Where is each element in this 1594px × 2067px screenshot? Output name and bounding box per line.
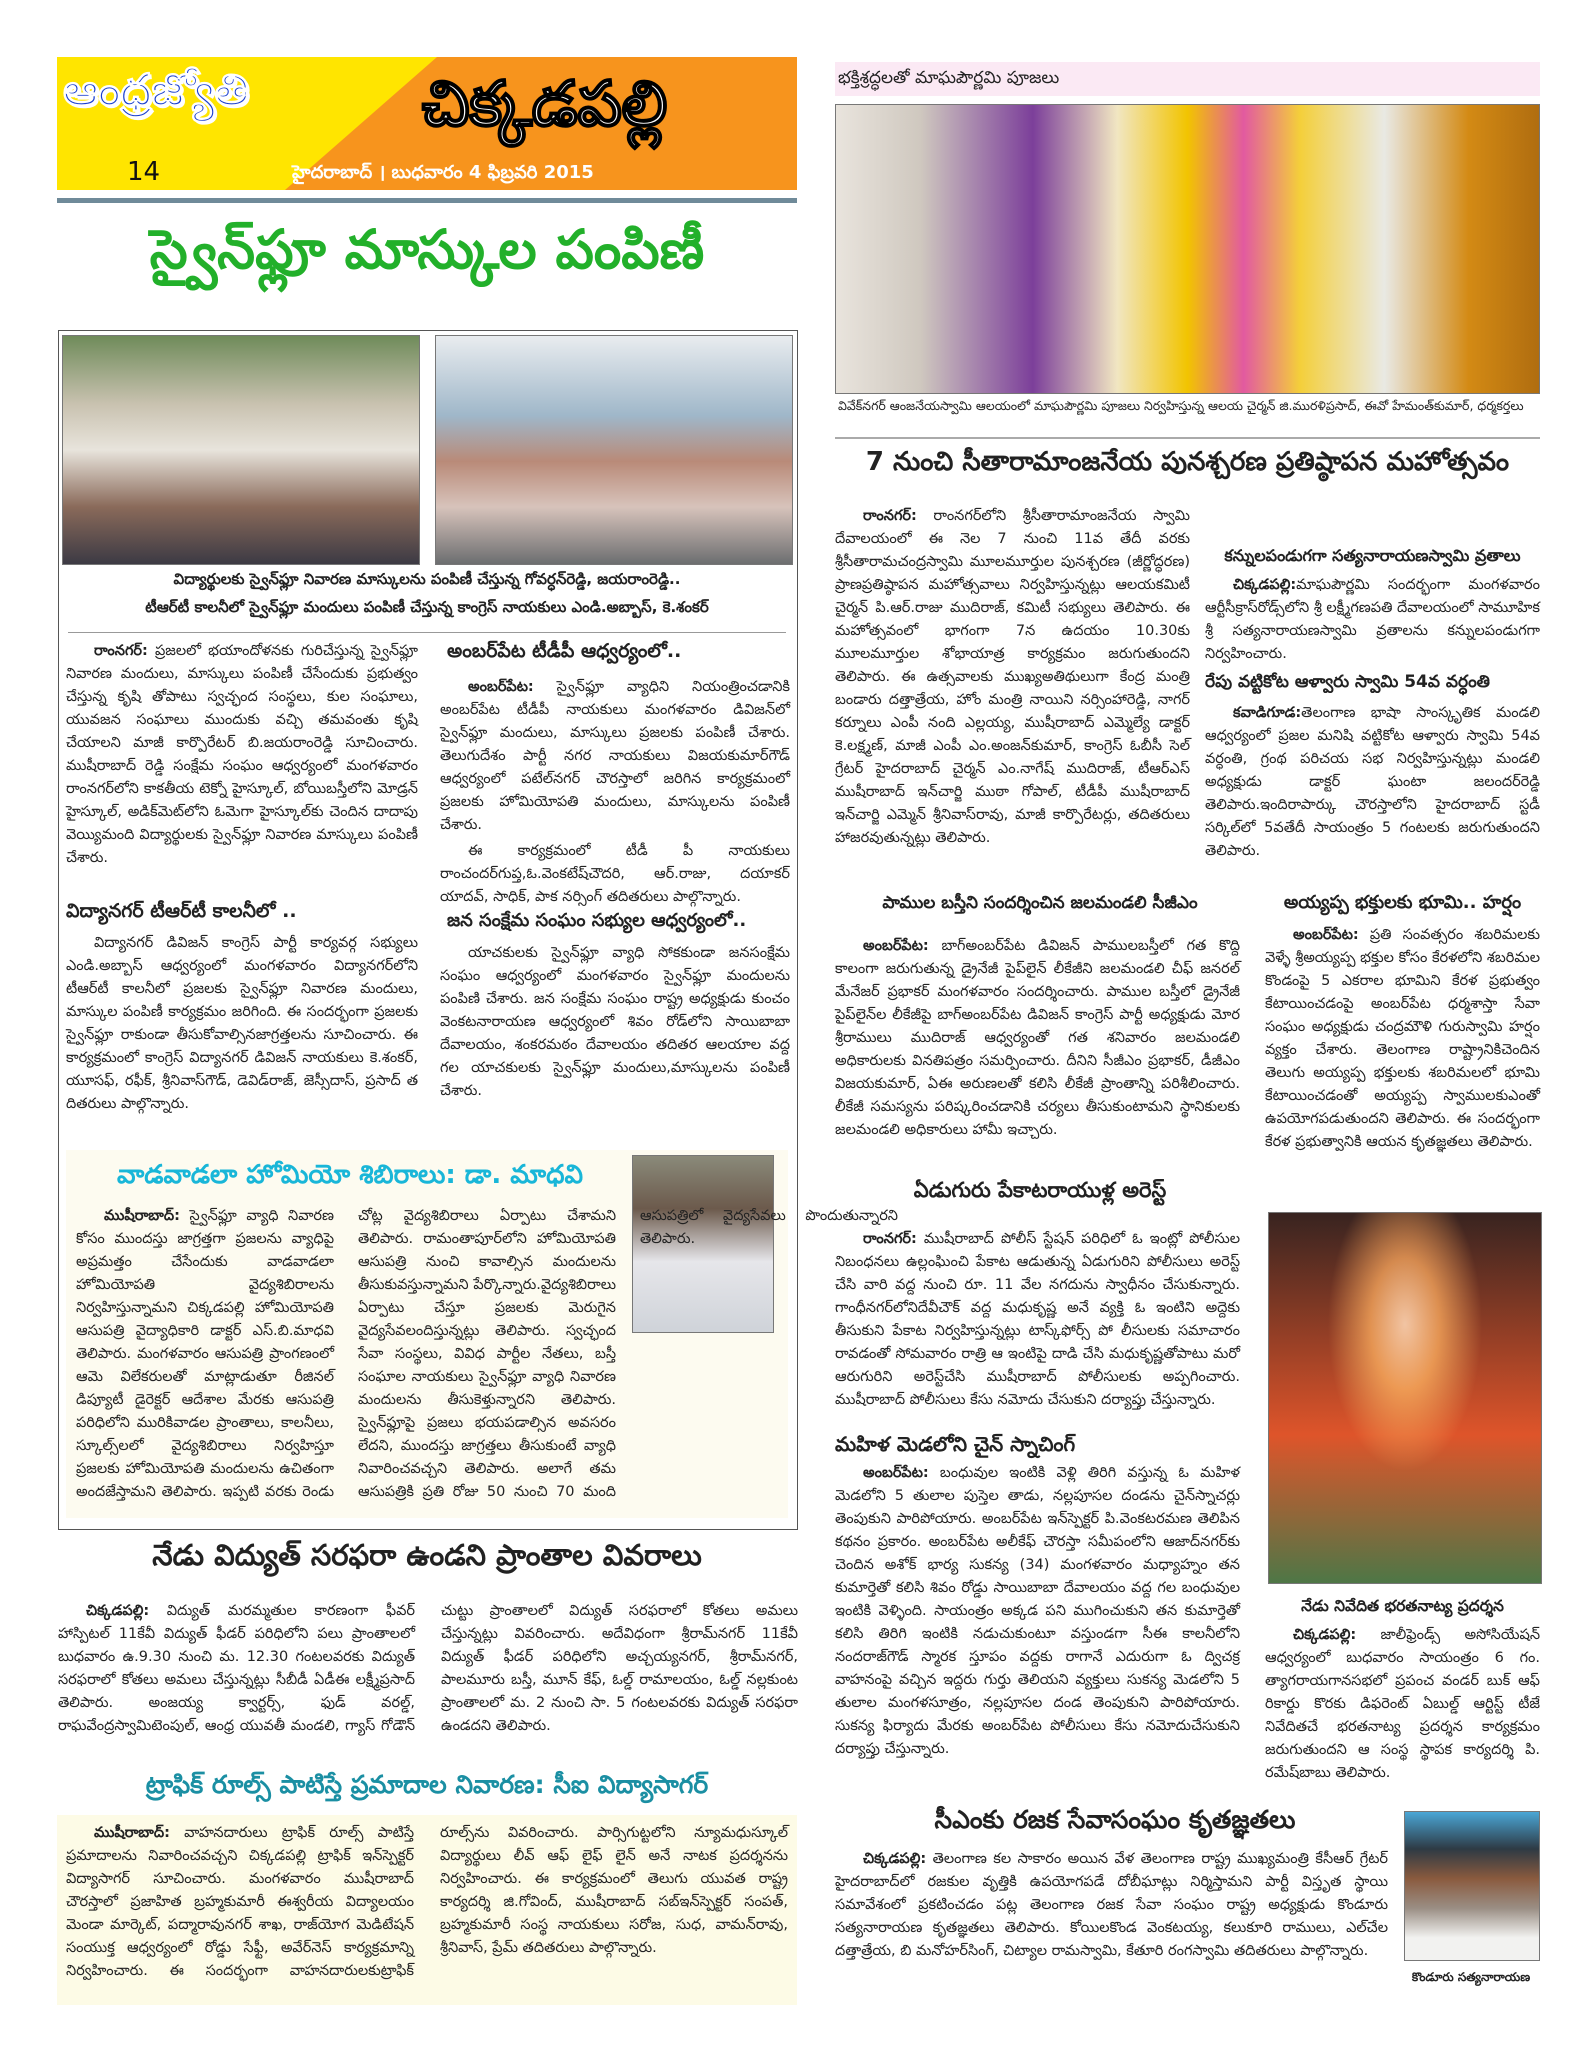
power-headline: నేడు విద్యుత్ సరఫరా ఉండని ప్రాంతాల వివరాలు xyxy=(152,1538,702,1572)
rajaka-body-text: తెలంగాణ కల సాకారం అయిన వేళ తెలంగాణ రాష్ట్ర ముఖ్యమంత్రి కేసీఆర్ గ్రేటర్ హైదరాబాద్‌లో రజకుల వృత్తికి ఉపయోగపడే దోబీఘాట్లు నిర్మిస్తామని పార్టీ విస్తృత స్థాయి సమావేశంలో ప్రకటించడం పట్ల తెలంగాణ రజక సేవా సంఘం రాష్ట్ర అధ్యక్షుడు కొండూరు సత్యనారాయణ కృతజ్ఞతలు తెలిపారు. కోయిలకొండ వెంకటయ్య, కలుకూరి రాములు, ఎల్‌చేల దత్తాత్రేయ, బి మనోహర్‌సింగ్, చిట్యాల రామస్వామి, కేతూరి రంగస్వామి తదితరులు పాల్గొన్నారు. xyxy=(835,1851,1388,1959)
lead-caption-1: విద్యార్థులకు స్వైన్‌ఫ్లూ నివారణ మాస్కులను పంపిణీ చేస్తున్న గోవర్ధన్‌రెడ్డి, జయరాంరెడ్డి.. xyxy=(173,570,681,588)
lead-photo-students xyxy=(62,335,420,565)
arrest-body xyxy=(835,1228,1240,1412)
homeo-dateline: ముషీరాబాద్: xyxy=(104,1208,180,1224)
ayyappa-headline: అయ్యప్ప భక్తులకు భూమి.. హర్షం xyxy=(1283,892,1522,913)
lead-body-text: ప్రజలలో భయాందోళనకు గురిచేస్తున్న స్వైన్‌ఫ్లూ నివారణ మందులు, మాస్కులు పంపిణీ చేసేందుకు ప్రభుత్వం చేస్తున్న కృషి తోపాటు స్వచ్ఛంద సంస్థలు, కుల సంఘాలు, యువజన సంఘాలు ముందుకు వచ్చి తమవంతు కృషి చేయాలని మాజీ కార్పొరేటర్ బి.జయరాంరెడ్డి సూచించారు. ముషీరాబాద్ రెడ్డి సంక్షేమ సంఘం ఆధ్వర్యంలో మంగళవారం రాంనగర్‌లోని కాకతీయ టెక్నో హైస్కూల్, బోయిబస్తీలోని మోడ్రన్ హైస్కూల్, అడిక్‌మెట్‌లోని ఓమెగా హైస్కూల్‌కు చెందిన దాదాపు వెయ్యిమంది విద్యార్థులకు స్వైన్‌ఫ్లూ నివారణ మాస్కులు పంపిణీ చేశారు. xyxy=(66,643,419,866)
divider xyxy=(68,632,786,633)
power-dateline: చిక్కడపల్లి: xyxy=(86,1603,150,1619)
kondur-satyanarayana-photo xyxy=(1404,1811,1540,1961)
arrest-dateline: రాంనగర్: xyxy=(863,1231,917,1247)
puja-kicker: భక్తిశ్రద్ధలతో మాఘపౌర్ణమి పూజలు xyxy=(838,68,1060,88)
pamula-body-text: బాగ్‌అంబర్‌పేట డివిజన్ పాములబస్తీలో గత కొద్ది కాలంగా జరుగుతున్న డ్రైనేజీ పైప్‌లైన్ లీకేజీని జలమండలి చీఫ్ జనరల్ మేనేజర్ ప్రభాకర్ మంగళవారం సందర్శించారు. పాముల బస్తీలో డ్రైనేజీ పైప్‌లైన్‌ల లీకేజీపై బాగ్‌అంబర్‌పేట డివిజన్ కాంగ్రెస్ పార్టీ అధ్యక్షుడు మోర శ్రీరాములు ముదిరాజ్ ఆధ్వర్యంతో గత శనివారం జలమండలి అధికారులకు వినతిపత్రం సమర్పించారు. దీనిని సీజీఎం ప్రభాకర్, డీజీఎం విజయకుమార్, ఏఈ అరుణలతో కలిసి లీకేజీ ప్రాంతాన్ని పరిశీలించారు. లీకేజీ సమస్యను పరిష్కరించడానికి చర్యలు తీసుకుంటామని స్థానికులకు జలమండలి అధికారులు హామీ ఇచ్చారు. xyxy=(835,938,1240,1138)
sub2-dateline: అంబర్‌పేట: xyxy=(468,679,534,695)
traffic-dateline: ముషీరాబాద్: xyxy=(94,1825,170,1841)
lead-body xyxy=(66,640,418,870)
sita-headline: 7 నుంచి సీతారామాంజనేయ పునశ్చరణ ప్రతిష్ఠాపన మహోత్సవం xyxy=(865,447,1510,477)
chain-headline: మహిళ మెడలోని చైన్ స్నాచింగ్ xyxy=(835,1432,1076,1456)
power-body-text: విద్యుత్ మరమ్మతుల కారణంగా ఫీవర్ హాస్పిటల్ 11కేవీ విద్యుత్ ఫీడర్ పరిధిలోని పలు ప్రాంతాలలో బుధవారం ఉ.9.30 నుంచి మ. 12.30 గంటలవరకు విద్యుత్ సరఫరాలో కోతలు అమలు చేస్తున్నట్లు సీబీడీ ఏడీఈ లక్ష్మీప్రసాద్ తెలిపారు. అంజయ్య క్వార్టర్స్, ఫుడ్ వరల్డ్, రాఘవేంద్రస్వామిటెంపుల్, ఆంధ్ర యువతీ మండలి, గ్యాస్ గోడౌన్ చుట్టు ప్రాంతాలలో విద్యుత్ సరఫరాలో కోతలు అమలు చేస్తున్నట్లు వివరించారు. అదేవిధంగా శ్రీరామ్‌నగర్ 11కేవీ విద్యుత్ ఫీడర్ పరిధిలోని అచ్చయ్యనగర్, శ్రీరామ్‌నగర్, పాలమూరు బస్తీ, మూన్ కేఫ్, ఓల్డ్ రామాలయం, ఓల్డ్ నల్లకుంట ప్రాంతాలలో మ. 2 నుంచి సా. 5 గంటలవరకు విద్యుత్ సరఫరా ఉండదని తెలిపారు. xyxy=(58,1603,798,1734)
chain-dateline: అంబర్‌పేట: xyxy=(863,1465,929,1481)
pamula-dateline: అంబర్‌పేట: xyxy=(863,938,929,954)
lead-caption-2: టీఆర్‌టీ కాలనీలో స్వైన్‌ఫ్లూ మందులు పంపిణీ చేస్తున్న కాంగ్రెస్ నాయకులు ఎండి.అబ్బాస్, కె.శంకర్ xyxy=(145,598,709,616)
sub3-headline: జన సంక్షేమ సంఘం సభ్యుల ఆధ్వర్యంలో.. xyxy=(447,910,747,931)
newspaper-logo: ఆంధ్రజ్యోతి xyxy=(63,65,249,116)
sita-body-text: రాంనగర్‌లోని శ్రీసీతారామాంజనేయ స్వామి దేవాలయంలో ఈ నెల 7 నుంచి 11వ తేదీ వరకు శ్రీసీతారామచంద్రస్వామి మూలమూర్తుల పునశ్చరణ (జీర్ణోద్ధరణ) ప్రాణప్రతిష్ఠాపన మహోత్సవాలు నిర్వహిస్తున్నట్లు ఆలయకమిటీ చైర్మన్ పి.ఆర్.రాజు ముదిరాజ్, కమిటీ సభ్యులు తెలిపారు. ఈ మహోత్సవంలో భాగంగా 7న ఉదయం 10.30కు మూలమూర్తుల శోభాయాత్ర కార్యక్రమం జరుగుతుందని తెలిపారు. ఈ ఉత్సవాలకు ముఖ్యఅతిథులుగా కేంద్ర మంత్రి బండారు దత్తాత్రేయ, హోం మంత్రి నాయిని నర్సింహారెడ్డి, నాగర్ కర్నూలు ఎంపీ నంది ఎల్లయ్య, ముషీరాబాద్ ఎమ్మెల్యే డాక్టర్ కె.లక్ష్మణ్, మాజీ ఎంపీ ఎం.అంజన్‌కుమార్, కాంగ్రెస్ ఓబీసీ సెల్ గ్రేటర్ హైదరాబాద్ చైర్మన్ ఎం.నాగేష్ ముదిరాజ్, టీఆర్ఎస్ ముషీరాబాద్ ఇన్‌చార్జి ముఠా గోపాల్, టీడీపీ ముషీరాబాద్ ఇన్‌చార్జి ఎమ్మెన్ శ్రీనివాస్‌రావు, మాజీ కార్పొరేటర్లు, తదితరులు హాజరవుతున్నట్లు తెలిపారు. xyxy=(835,508,1191,846)
pamula-body xyxy=(835,935,1240,1142)
rajaka-body xyxy=(835,1848,1388,1963)
chain-body xyxy=(835,1462,1240,1761)
vattikota-body xyxy=(1205,702,1540,863)
ayyappa-body-text: ప్రతి సంవత్సరం శబరిమలకు వెళ్ళే శ్రీఅయ్యప్ప భక్తుల కోసం కేరళలోని శబరిమల కొండంపై 5 ఎకరాల భూమిని కేరళ ప్రభుత్వం కేటాయించడంపై అంబర్‌పేట ధర్మశాస్తా సేవా సంఘం అధ్యక్షుడు చంద్రమౌళి గురుస్వామి హర్షం వ్యక్తం చేశారు. తెలంగాణ రాష్ట్రానికిచెందిన తెలుగు అయ్యప్ప భక్తులకు శబరిమలలో భూమి కేటాయించడంతో అయ్యప్ప స్వాములకుఎంతో ఉపయోగపడుతుందని తెలిపారు. ఈ సందర్భంగా కేరళ ప్రభుత్వానికి ఆయన కృతజ్ఞతలు తెలిపారు. xyxy=(1265,927,1540,1150)
vattikota-dateline: కవాడిగూడ: xyxy=(1233,705,1302,721)
sita-body xyxy=(835,505,1190,850)
edition-title: చిక్కడపల్లి xyxy=(422,67,668,140)
sub2-headline: అంబర్‌పేట టీడీపీ ఆధ్వర్యంలో.. xyxy=(447,640,682,662)
arrest-body-text: ముషీరాబాద్ పోలీస్ స్టేషన్ పరిధిలో ఓ ఇంట్లో పోలీసుల నిబంధనలు ఉల్లంఘించి పేకాట ఆడుతున్న ఏడుగురిని పోలీసులు అరెస్ట్ చేసి వారి వద్ద నుంచి రూ. 11 వేల నగదును స్వాధీనం చేసుకున్నారు. గాంధీనగర్‌లోనిదేవీచౌక్ వద్ద మధుకృష్ణ అనే వ్యక్తి ఓ ఇంటిని అద్దెకు తీసుకుని పేకాట నిర్వహిస్తున్నట్లు టాస్క్‌ఫోర్స్ పో లీసులకు సమాచారం రావడంతో సోమవారం రాత్రి ఆ ఇంటిపై దాడి చేసి మధుకృష్ణతోపాటు మరో ఆరుగురిని అరెస్ట్‌చేసి ముషీరాబాద్ పోలీసులకు అప్పగించారు. ముషీరాబాద్ పోలీసులు కేసు నమోదు చేసుకుని దర్యాప్తు చేస్తున్నారు. xyxy=(835,1231,1241,1408)
dance-headline: నేడు నివేదిత భరతనాట్య ప్రదర్శన xyxy=(1301,1597,1504,1615)
masthead xyxy=(57,57,797,190)
lead-photo-trt-colony xyxy=(435,335,793,565)
arrest-headline: ఏడుగురు పేకాటరాయుళ్ల అరెస్ట్ xyxy=(913,1178,1167,1202)
lead-dateline: రాంనగర్: xyxy=(94,643,148,659)
ayyappa-body xyxy=(1265,924,1540,1154)
divider xyxy=(835,437,1540,439)
puja-caption: వివేక్‌నగర్ ఆంజనేయస్వామి ఆలయంలో మాఘపౌర్ణమి పూజలు నిర్వహిస్తున్న ఆలయ చైర్మన్ జి.మురళిప్రసాద్, ఈవో హేమంత్‌కుమార్, ధర్మకర్తలు xyxy=(838,398,1524,413)
rajaka-photo-caption: కొండూరు సత్యనారాయణ xyxy=(1411,1970,1531,1984)
rajaka-dateline: చిక్కడపల్లి: xyxy=(863,1851,927,1867)
chain-body-text: బంధువుల ఇంటికి వెళ్లి తిరిగి వస్తున్న ఓ మహిళ మెడలోని 5 తులాల పుస్తెల తాడు, నల్లపూసల దండను చైన్‌స్నాచర్లు తెంపుకుని పారిపోయారు. అంబర్‌పేట ఇన్‌స్పెక్టర్ పి.వెంకటరమణ తెలిపిన కథనం ప్రకారం. అంబర్‌పేట అలీకేఫ్ చౌరస్తా సమీపంలోని ఆజాద్‌నగర్‌కు చెందిన అశోక్ భార్య సుకన్య (34) మంగళవారం మధ్యాహ్నం తన కుమార్తెతో కలిసి శివం రోడ్డు సాయిబాబా దేవాలయం వద్ద గల బంధువుల ఇంటికి వెళ్ళింది. సాయంత్రం అక్కడ పని ముగించుకుని తన కుమార్తెతో కలిసి తిరిగి ఇంటికి నడుచుకుంటూ వస్తుండగా సీఈ కాలనీలోని నందరాజ్‌గౌడ్ స్మారక స్తూపం వద్దకు రాగానే ఎదురుగా ఓ ద్విచక్ర వాహనంపై వచ్చిన ఇద్దరు గుర్తు తెలియని వ్యక్తులు సుకన్య మెడలోని 5 తులాల మంగళసూత్రం, నల్లపూసల దండ తెంపుకుని పారిపోయారు. సుకన్య ఫిర్యాదు మేరకు అంబర్‌పేట పోలీసులు కేసు నమోదుచేసుకుని దర్యాప్తు చేస్తున్నారు. xyxy=(835,1465,1241,1757)
power-body xyxy=(58,1600,798,1738)
masthead-rule xyxy=(57,198,797,203)
ayyappa-dateline: అంబర్‌పేట: xyxy=(1293,927,1359,943)
sub2-body-text: స్వైన్‌ఫ్లూ వ్యాధిని నియంత్రించడానికి అంబర్‌పేట టీడీపీ నాయకులు మంగళవారం డివిజన్‌లో స్వైన్‌ఫ్లూ మందులు, మాస్కులు ప్రజలకు పంపిణీ చేశారు. తెలుగుదేశం పార్టీ నగర నాయకులు విజయకుమార్‌గౌడ్ ఆధ్వర్యంలో పటేల్‌నగర్ చౌరస్తాలో జరిగిన కార్యక్రమంలో ప్రజలకు హోమియోపతి మందులు, మాస్కులను పంపిణీ చేశారు. xyxy=(440,679,791,833)
vattikota-headline: రేపు వట్టికోట ఆళ్వారు స్వామి 54వ వర్ధంతి xyxy=(1205,672,1490,692)
rajaka-headline: సీఎంకు రజక సేవాసంఘం కృతజ్ఞతలు xyxy=(934,1805,1296,1834)
vratam-dateline: చిక్కడపల్లి: xyxy=(1233,577,1297,593)
traffic-body xyxy=(66,1822,788,1983)
dateline: హైదరాబాద్ । బుధవారం 4 ఫిబ్రవరి 2015 xyxy=(292,162,594,183)
pamula-headline: పాముల బస్తీని సందర్శించిన జలమండలి సీజీఎం xyxy=(882,893,1198,913)
lead-headline: స్వైన్‌ఫ్లూ మాస్కుల పంపిణీ xyxy=(149,218,705,281)
traffic-headline: ట్రాఫిక్ రూల్స్ పాటిస్తే ప్రమాదాల నివారణ: సీఐ విద్యాసాగర్ xyxy=(145,1770,709,1799)
homeo-headline: వాడవాడలా హోమియో శిబిరాలు: డా. మాధవి xyxy=(117,1160,583,1190)
traffic-body-text: వాహనదారులు ట్రాఫిక్ రూల్స్ పాటిస్తే ప్రమాదాలను నివారించవచ్చని చిక్కడపల్లి ట్రాఫిక్ ఇన్‌స్పెక్టర్ విద్యాసాగర్ సూచించారు. మంగళవారం ముషీరాబాద్ చౌరస్తాలో ప్రజాహిత బ్రహ్మకుమారీ ఈశ్వరీయ విద్యాలయం మెండా మార్కెట్, పద్మారావునగర్ శాఖ, రాజ్‌యోగ మెడిటేషన్ సంయుక్త ఆధ్వర్యంలో రోడ్డు సేఫ్టీ, అవేర్‌నెస్ కార్యక్రమాన్ని నిర్వహించారు. ఈ సందర్భంగా వాహనదారులకుట్రాఫిక్ రూల్స్‌ను వివరించారు. పార్సిగుట్టలోని న్యూమధుస్కూల్ విద్యార్థులు లీవ్ ఆఫ్ లైఫ్ లైన్ అనే నాటక ప్రదర్శనను నిర్వహించారు. ఈ కార్యక్రమంలో తెలుగు యువత రాష్ట్ర కార్యదర్శి జి.గోవింద్, ముషీరాబాద్ సబ్‌ఇన్‌స్పెక్టర్ సంపత్, బ్రహ్మకుమారీ సంస్థ నాయకులు సరోజ, సుధ, వామన్‌రావు, శ్రీనివాస్, ప్రేమ్ తదితరులు పాల్గొన్నారు. xyxy=(66,1825,788,1979)
sub3-body: యాచకులకు స్వైన్‌ఫ్లూ వ్యాధి సోకకుండా జనసంక్షేమ సంఘం ఆధ్వర్యంలో మంగళవారం స్వైన్‌ఫ్లూ మందులను పంపిణి చేశారు. జన సంక్షేమ సంఘం రాష్ట్ర అధ్యక్షుడు కుంచం వెంకటనారాయణ ఆధ్వర్యంలో శివం రోడ్‌లోని సాయిబాబా దేవాలయం, శంకరమఠం దేవాలయం తదితర ఆలయాల వద్ద గల యాచకులకు స్వైన్‌ఫ్లూ మందులు,మాస్కులను పంపిణీ చేశారు. xyxy=(440,945,790,1099)
sub2-body xyxy=(440,676,790,837)
page-number: 14 xyxy=(127,157,161,187)
vattikota-body-text: తెలంగాణ భాషా సాంస్కృతిక మండలి ఆధ్వర్యంలో ప్రజల మనిషి వట్టికోట ఆళ్వారు స్వామి 54వ వర్ధంతి, గ్రంథ పరిచయ సభ నిర్వహిస్తున్నట్లు మండలి అధ్యక్షుడు డాక్టర్ ఘంటా జలందర్‌రెడ్డి తెలిపారు.ఇందిరాపార్కు చౌరస్తాలోని హైదరాబాద్ స్టడీ సర్కిల్‌లో 5వతేదీ సాయంత్రం 5 గంటలకు జరుగుతుందని తెలిపారు. xyxy=(1205,705,1540,859)
sita-dateline: రాంనగర్: xyxy=(863,508,917,524)
sub1-body: విద్యానగర్ డివిజన్ కాంగ్రెస్ పార్టీ కార్యవర్గ సభ్యులు ఎండి.అబ్బాస్ ఆధ్వర్యంలో మంగళవారం విద్యానగర్‌లోని టీఆర్‌టీ కాలనీలో ప్రజలకు స్వైన్‌ఫ్లూ నివారణ మందులు, మాస్కుల పంపిణీ కార్యక్రమం జరిగింది. ఈ సందర్భంగా ప్రజలకు స్వైన్‌ఫ్లూ రాకుండా తీసుకోవాల్సినజాగ్రత్తలను సూచించారు. ఈ కార్యక్రమంలో కాంగ్రెస్ విద్యానగర్ డివిజన్ నాయకులు కె.శంకర్, యూసఫ్, రఫీక్, శ్రీనివాస్‌గౌడ్, డెవిడ్‌రాజ్, జెస్సీదాస్, ప్రసాద్ త దితరులు పాల్గొన్నారు. xyxy=(66,935,418,1112)
puja-photo xyxy=(835,104,1540,394)
dance-dateline: చిక్కడపల్లి: xyxy=(1293,1627,1357,1643)
vratam-body-text: మాఘపౌర్ణమి సందర్భంగా మంగళవారం ఆర్టీసీక్రాస్‌రోడ్స్‌లోని శ్రీ లక్ష్మీగణపతి దేవాలయంలో సామూహిక శ్రీ సత్యనారాయణస్వామి వ్రతాలను కన్నులపండుగగా నిర్వహించారు. xyxy=(1205,577,1540,662)
sub2-body-2: ఈ కార్యక్రమంలో టీడీ పీ నాయకులు రాంచందర్‌గుప్త,ఓ.వెంకటేష్‌చౌదరి, ఆర్.రాజు, దయాకర్ యాదవ్, సాధిక్, పాక నర్సింగ్ తదితరులు పాల్గొన్నారు. xyxy=(440,843,790,905)
sub1-headline: విద్యానగర్ టీఆర్‌టీ కాలనీలో .. xyxy=(66,900,297,922)
vratam-body xyxy=(1205,574,1540,666)
homeo-body-text: స్వైన్‌ఫ్లూ వ్యాధి నివారణ కోసం ముందస్తు జాగ్రత్తగా ప్రజలను వ్యాధిపై అప్రమత్తం చేసేందుకు వాడవాడలా హోమియోపతి వైద్యశిబిరాలను నిర్వహిస్తున్నామని చిక్కడపల్లి హోమియోపతి ఆసుపత్రి వైద్యాధికారి డాక్టర్ ఎస్.బి.మాధవి తెలిపారు. మంగళవారం ఆసుపత్రి ప్రాంగణంలో ఆమె విలేకరులతో మాట్లాడుతూ రీజినల్ డిప్యూటీ డైరెక్టర్ ఆదేశాల మేరకు ఆసుపత్రి పరిధిలోని మురికివాడల ప్రాంతాలు, కాలనీలు, స్కూల్స్‌లలో వైద్యశిబిరాలు నిర్వహిస్తూ ప్రజలకు హోమియోపతి మందులను ఉచితంగా అందజేస్తామని తెలిపారు. ఇప్పటి వరకు రెండు చోట్ల వైద్యశిబిరాలు ఏర్పాటు చేశామని తెలిపారు. రామంతాపూర్‌లోని హోమియోపతి ఆసుపత్రి నుంచి కావాల్సిన మందులను తీసుకువస్తున్నామని పేర్కొన్నారు.వైద్యశిబిరాలు ఏర్పాటు చేస్తూ ప్రజలకు మెరుగైన వైద్యసేవలందిస్తున్నట్లు తెలిపారు. స్వచ్ఛంద సేవా సంస్థలు, వివిధ పార్టీల నేతలు, బస్తీ సంఘాల నాయకులు స్వైన్‌ఫ్లూ వ్యాధి నివారణ మందులను తీసుకెళ్తున్నారని తెలిపారు. స్వైన్‌ఫ్లూపై ప్రజలు భయపడాల్సిన అవసరం లేదని, ముందస్తు జాగ్రత్తలు తీసుకుంటే వ్యాధి నివారించవచ్చని తెలిపారు. అలాగే తమ ఆసుపత్రికి ప్రతి రోజు 50 నుంచి 70 మంది ఆసుపత్రిలో వైద్యసేవలు పొందుతున్నారని తెలిపారు. xyxy=(76,1208,898,1500)
dancer-photo xyxy=(1268,1212,1542,1584)
dance-body xyxy=(1265,1624,1540,1785)
dance-body-text: జాలీఫ్రెండ్స్ అసోసియేషన్ ఆధ్వర్యంలో బుధవారం సాయంత్రం 6 గం. త్యాగరాయగానసభలో ప్రపంచ వండర్ బుక్ ఆఫ్ రికార్డు కొరకు డిఫరెంట్ ఏబుల్డ్ ఆర్టిస్ట్ టీజే నివేదితచే భరతనాట్య ప్రదర్శన కార్యక్రమం జరుగుతుందని ఆ సంస్థ స్థాపక కార్యదర్శి పి. రమేష్‌బాబు తెలిపారు. xyxy=(1265,1627,1541,1781)
vratam-headline: కన్నులపండుగగా సత్యనారాయణస్వామి వ్రతాలు xyxy=(1224,546,1521,565)
